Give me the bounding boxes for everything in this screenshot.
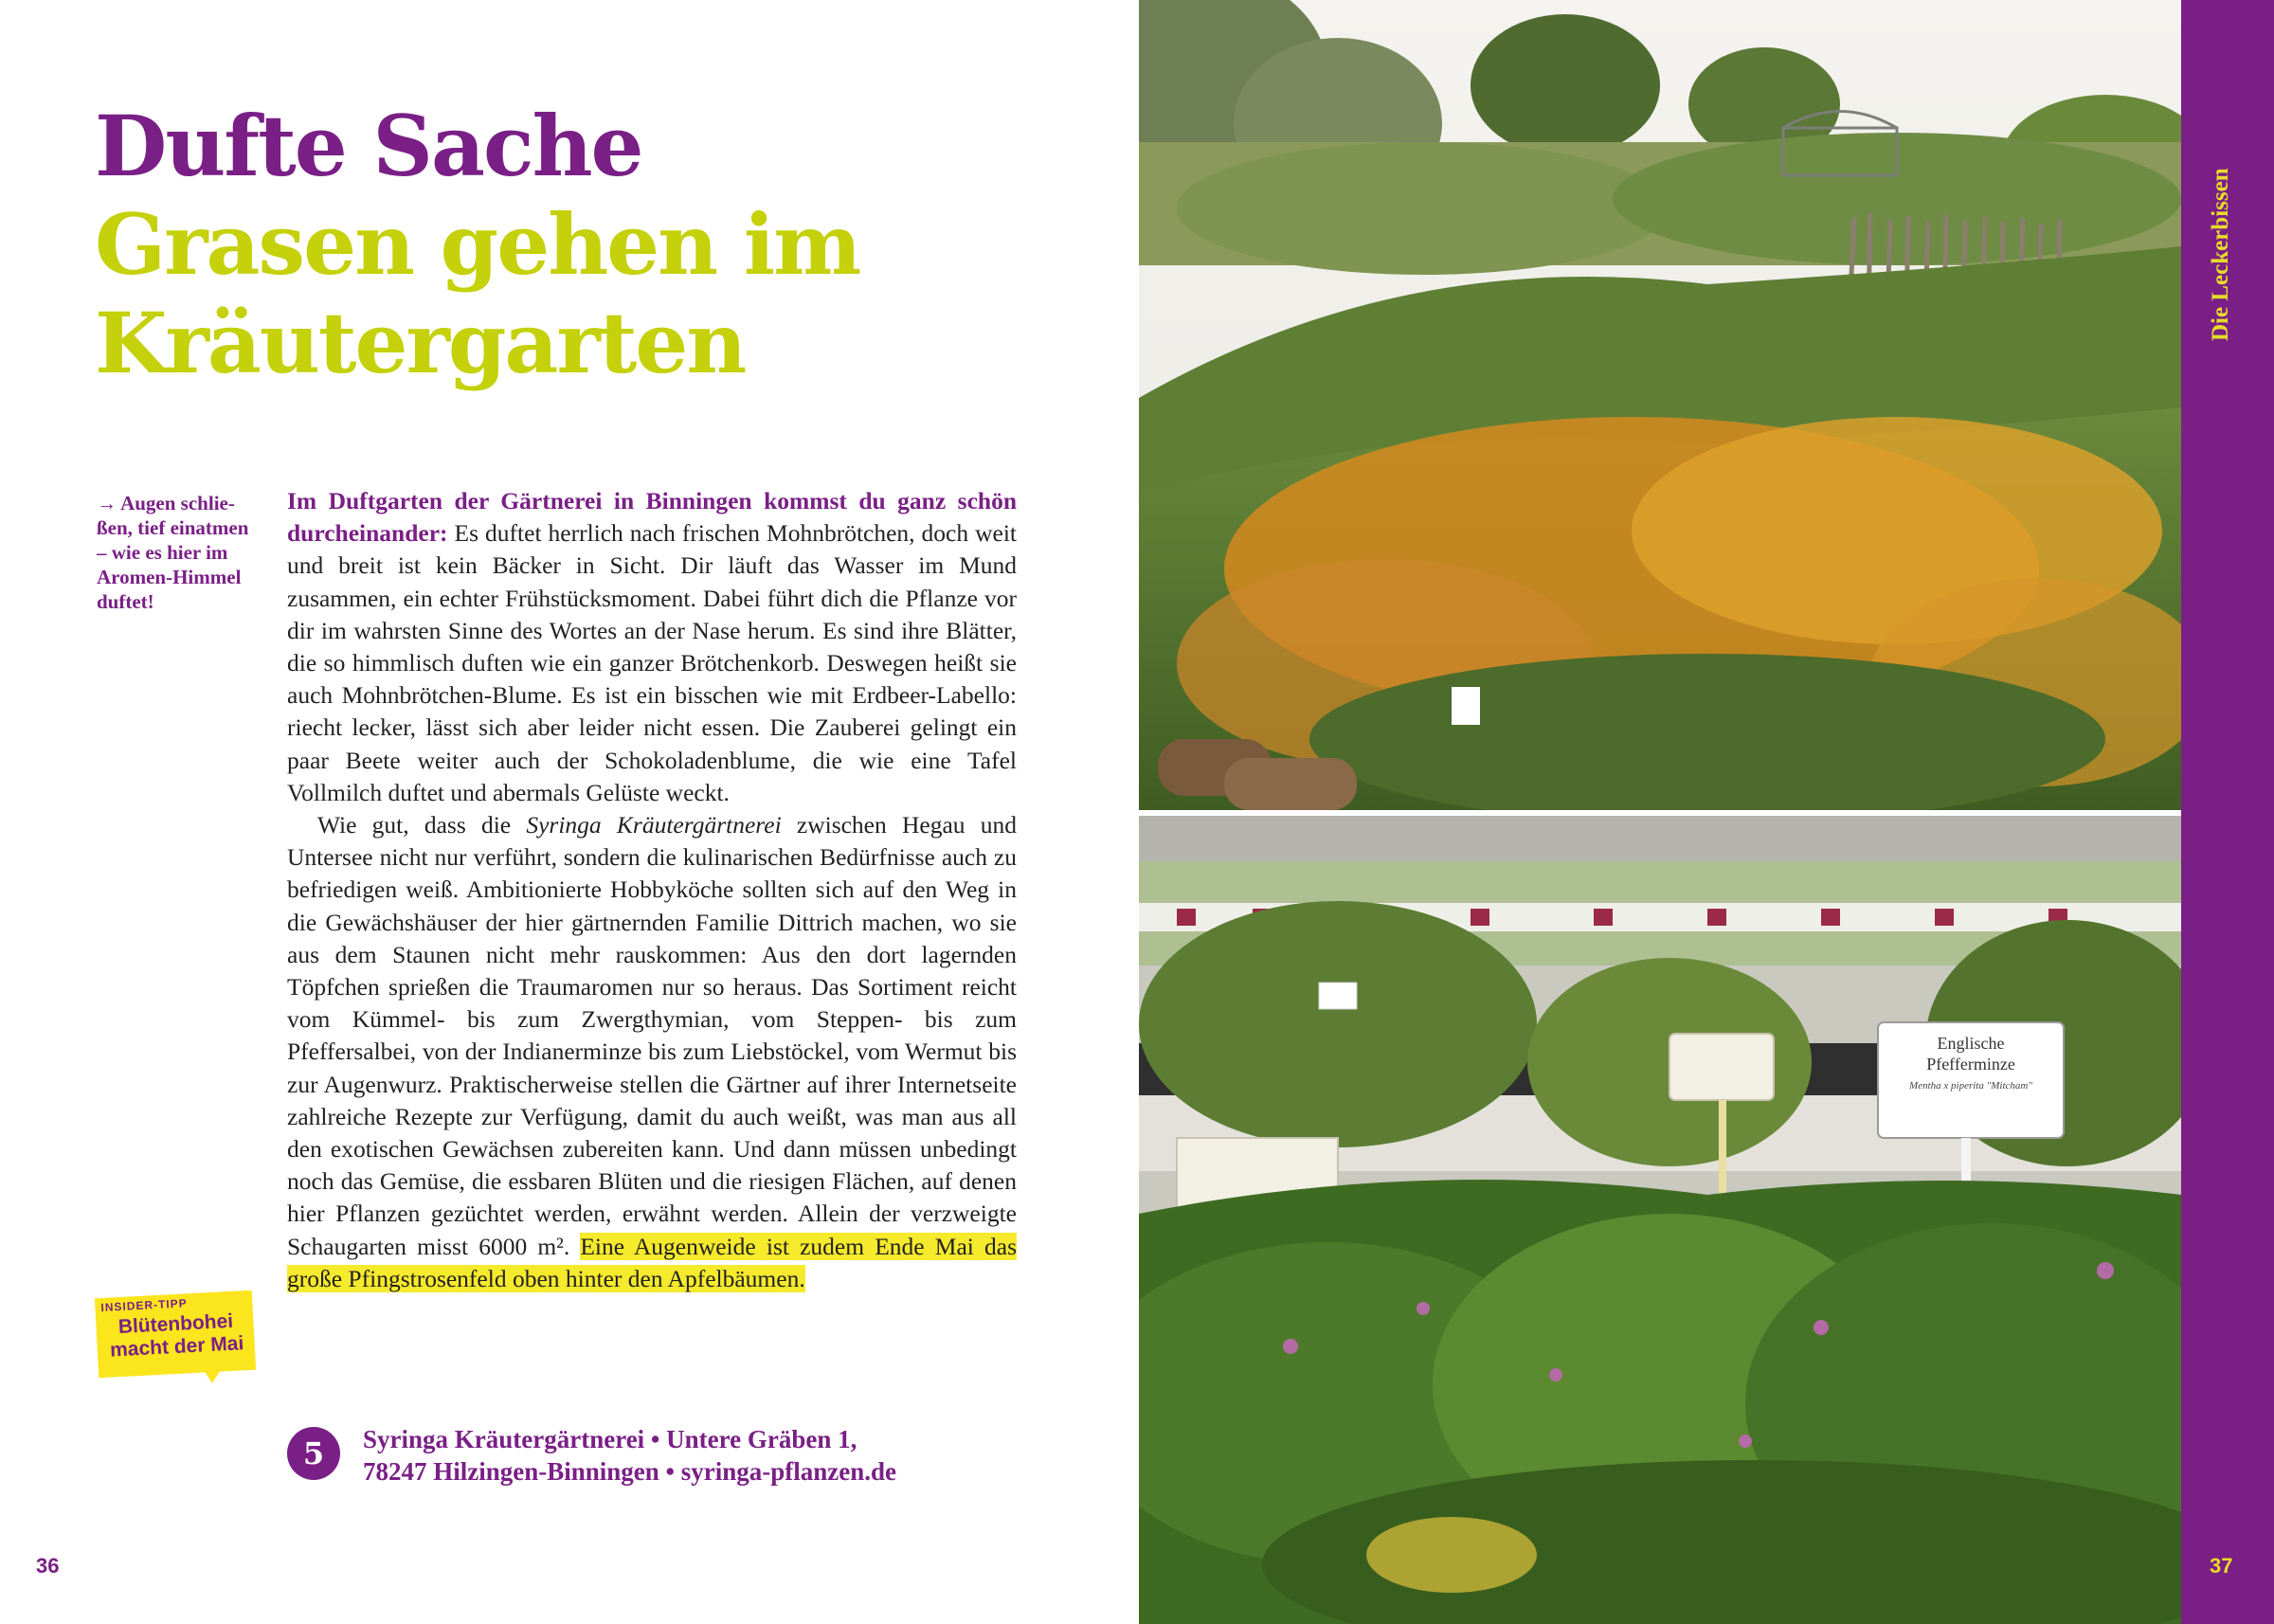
- insider-tip-badge: [97, 1294, 256, 1385]
- page-number-right: 37: [2210, 1554, 2233, 1578]
- location-number-badge: 5: [287, 1427, 340, 1480]
- title-line-3: Kräutergarten: [95, 294, 746, 392]
- sign-line-3: Mentha x piperita "Mitcham": [1909, 1080, 2032, 1092]
- greenhouse-photo: [1139, 816, 2181, 1624]
- title-line-1: Dufte Sache: [95, 97, 642, 195]
- page-title: [95, 97, 860, 400]
- margin-note: → Augen schließen, tief einatmen – wie es hier im Aromen-Himmel duftet!: [97, 492, 249, 613]
- sign-line-1: Englische: [1937, 1034, 2005, 1053]
- herb-garden-illustration: [1139, 0, 2181, 810]
- greenhouse-illustration: [1139, 816, 2181, 1624]
- title-line-2: Grasen gehen im: [95, 195, 860, 294]
- address-line-1: Syringa Kräutergärtnerei • Untere Gräben 1,: [363, 1425, 857, 1453]
- address-block: [363, 1423, 1045, 1488]
- left-page: [0, 0, 1135, 1624]
- paragraph-2-text: zwischen Hegau und Untersee nicht nur verführt, sondern die kulinarischen Bedürfnisse auch zu befriedigen weiß. Ambitionierte Hobbyköche sollten sich auf den Weg in die Gewächshäuser der hier gärtnernden Familie Dittrich machen, wo sie aus dem Staunen nicht mehr rauskommen: Aus den dort lagernden Töpfchen sprießen die Traumaromen nur so heraus. Das Sortiment reicht vom Kümmel- bis zum Zwergthymian, vom Steppen- bis zum Pfeffersalbei, von der Indianerminze bis zum Liebstöckel, vom Wermut bis zur Augenwurz. Praktischerweise stellen die Gärtner auf ihrer Internetseite zahlreiche Rezepte zur Verfügung, damit du auch weißt, was man aus all den exotischen Gewächsen zubereiten kann. Und dann müssen unbedingt noch das Gemüse, die essbaren Blüten und die riesigen Flächen, auf denen hier Pflanzen gezüchtet werden, erwähnt werden. Allein der verzweigte Schaugarten misst 6000 m².: [287, 811, 1017, 1260]
- article-body: [287, 485, 1017, 1295]
- address-line-2: 78247 Hilzingen-Binningen • syringa-pflanzen.de: [363, 1457, 897, 1486]
- paragraph-2-start: Wie gut, dass die: [317, 811, 527, 839]
- speech-bubble-icon: [95, 1290, 256, 1379]
- paragraph-2: [287, 809, 1017, 1295]
- sign-line-2: Pfefferminze: [1926, 1055, 2015, 1074]
- nursery-name: Syringa Kräutergärtnerei: [526, 811, 782, 839]
- paragraph-1-text: Es duftet herrlich nach frischen Mohnbrötchen, doch weit und breit ist kein Bäcker in Sicht. Dir läuft das Wasser im Mund zusammen, ein echter Frühstücksmoment. Dabei führt dich die Pflanze vor dir im wahrsten Sinne des Wortes an der Nase herum. Es sind ihre Blätter, die so himmlisch duften wie ein ganzer Brötchenkorb. Deswegen heißt sie auch Mohnbrötchen-Blume. Es ist ein bisschen wie mit Erdbeer-Labello: riecht lecker, lässt sich aber leider nicht essen. Die Zauberei gelingt ein paar Beete weiter auch der Schokoladenblume, die wie eine Tafel Vollmilch duftet und abermals Gelüste weckt.: [287, 519, 1017, 806]
- insider-tip-label: INSIDER-TIPP: [100, 1296, 189, 1315]
- insider-tip-text: Blütenbohei macht der Mai: [109, 1309, 244, 1362]
- highlighted-text: Eine Augenweide ist zudem Ende Mai das große Pfingstrosenfeld oben hinter den Apfelbäumen.: [287, 1232, 1017, 1292]
- lead-text: Im Duftgarten der Gärtnerei in Binningen kommst du ganz schön durcheinander:: [287, 487, 1017, 548]
- herb-garden-photo: [1139, 0, 2181, 810]
- speech-bubble-tail-icon: [199, 1362, 226, 1383]
- paragraph-1: [287, 485, 1017, 809]
- page-number-left: 36: [36, 1554, 60, 1578]
- chapter-label: Die Leckerbissen: [2208, 168, 2233, 341]
